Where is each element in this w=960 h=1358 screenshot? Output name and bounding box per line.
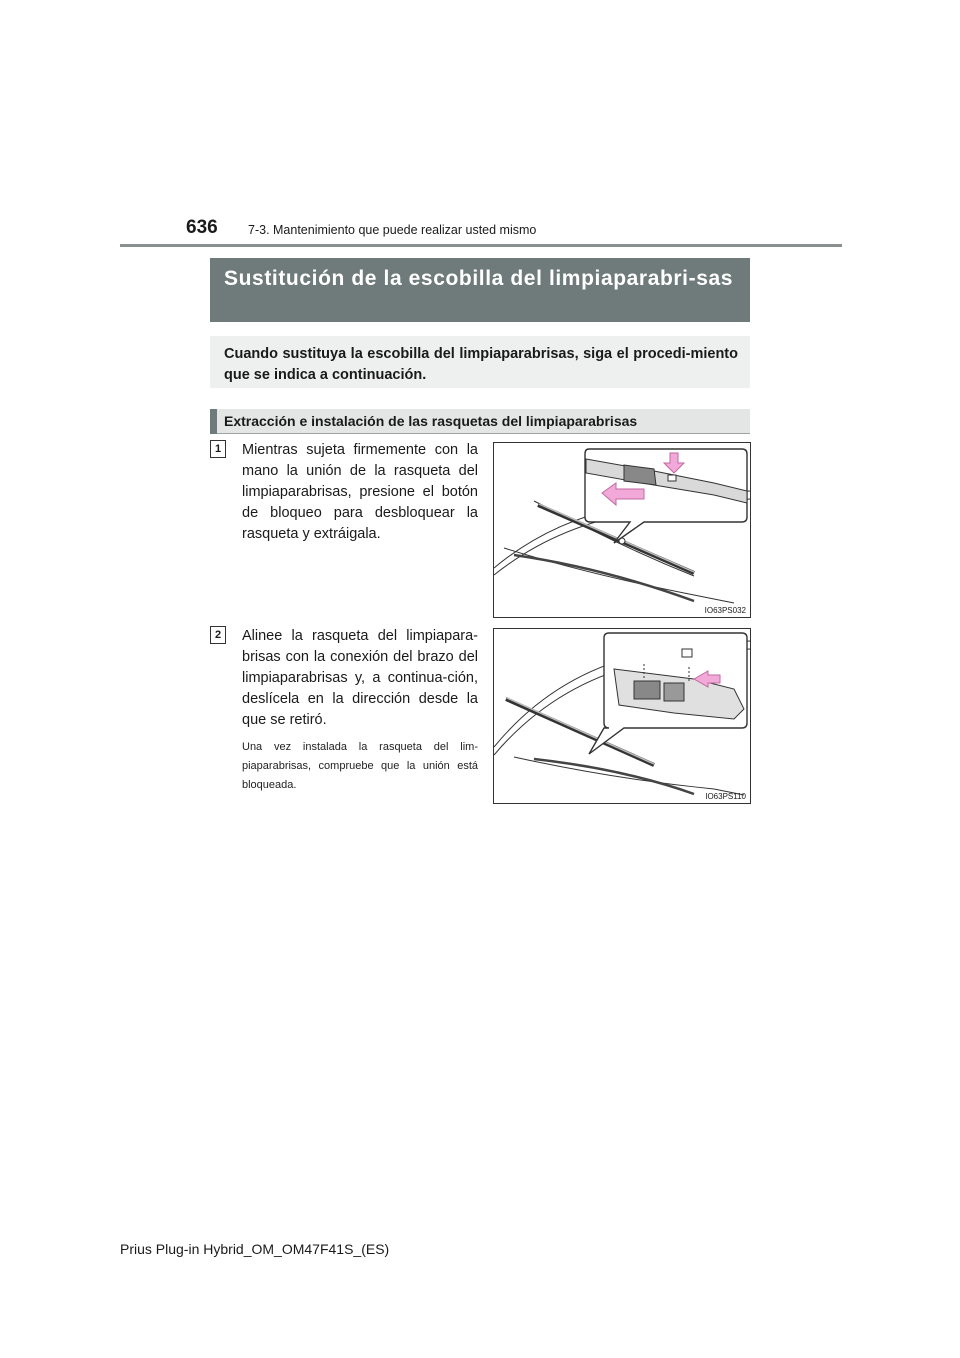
figure-blade-removal bbox=[493, 442, 751, 618]
page-title: Sustitución de la escobilla del limpiaparabri-sas bbox=[224, 267, 734, 290]
title-box bbox=[210, 258, 750, 322]
step-1-badge: 1 bbox=[210, 440, 226, 458]
step-2-badge: 2 bbox=[210, 626, 226, 644]
figure-2-code: IO63PS110 bbox=[705, 792, 746, 801]
header-rule bbox=[120, 244, 842, 247]
step-1-text: Mientras sujeta firmemente con la mano la unión de la rasqueta del limpiaparabrisas, presione el botón de bloqueo para desbloquear la rasqueta y extráigala. bbox=[242, 442, 478, 542]
subsection-heading-box bbox=[210, 409, 750, 434]
section-header: 7-3. Mantenimiento que puede realizar usted mismo bbox=[248, 223, 537, 237]
intro-text: Cuando sustituya la escobilla del limpiaparabrisas, siga el procedi-miento que se indica a continuación. bbox=[224, 346, 738, 383]
subsection-accent-bar bbox=[210, 409, 217, 434]
page-number: 636 bbox=[186, 217, 218, 238]
figure-blade-installation bbox=[493, 628, 751, 804]
step-2-note: Una vez instalada la rasqueta del lim-piaparabrisas, compruebe que la unión está bloqueada. bbox=[242, 741, 478, 791]
intro-box bbox=[210, 336, 750, 388]
subsection-heading: Extracción e instalación de las rasquetas del limpiaparabrisas bbox=[224, 413, 638, 429]
footer-document-id: Prius Plug-in Hybrid_OM_OM47F41S_(ES) bbox=[120, 1241, 390, 1257]
wiper-removal-illustration bbox=[494, 443, 750, 617]
figure-1-code: IO63PS032 bbox=[704, 606, 746, 615]
step-2-text: Alinee la rasqueta del limpiapara-brisas con la conexión del brazo del limpiaparabrisas y, a continua-ción, deslícela en la dirección desde la que se retiró. bbox=[242, 628, 478, 728]
wiper-installation-illustration bbox=[494, 629, 750, 803]
